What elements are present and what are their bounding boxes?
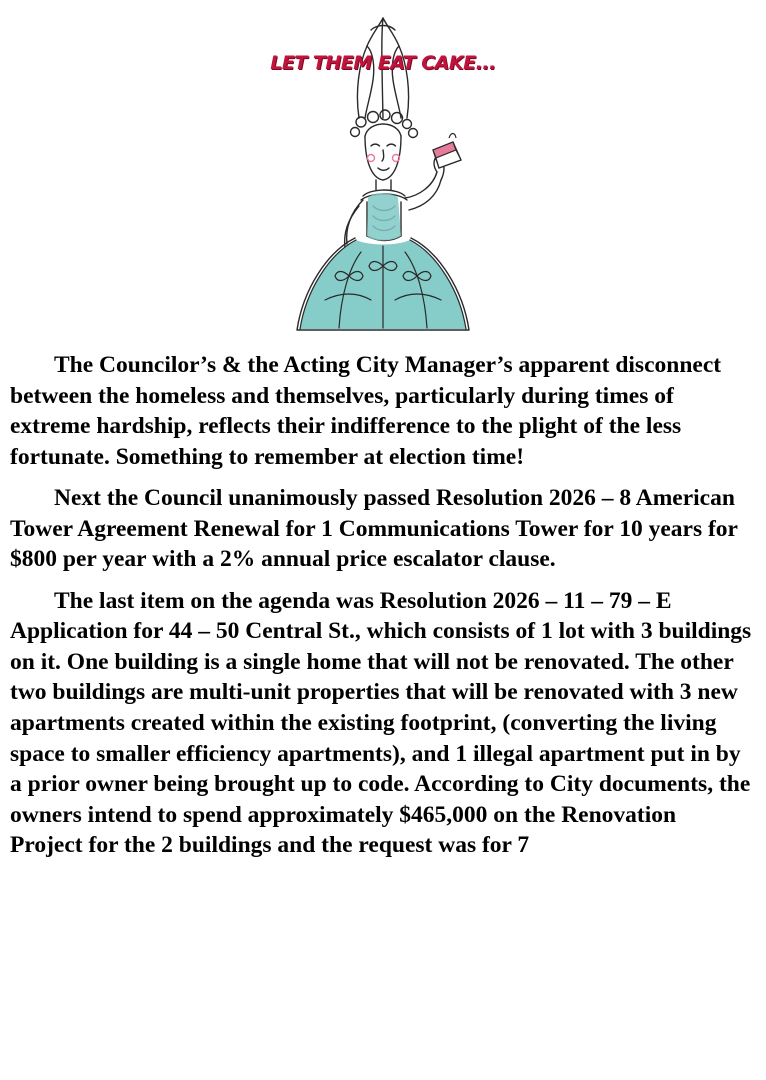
- paragraph-3: The last item on the agenda was Resolution 2026 – 11 – 79 – E Application for 44 – 50 Central St., which consists of 1 lot with 3 buildings on it. One building is a single home that will not be renovated. The other two buildings are multi-unit properties that will be renovated with 3 new apartments created within the existing footprint, (converting the living space to smaller efficiency apartments), and 1 illegal apartment put in by a prior owner being brought up to code. According to City documents, the owners intend to spend approximately $465,000 on the Renovation Project for the 2 buildings and the request was for 7: [10, 587, 752, 859]
- illustration-container: [0, 0, 766, 340]
- paragraph-2: Next the Council unanimously passed Resolution 2026 – 8 American Tower Agreement Renewal for 1 Communications Tower for 10 years for $800 per year with a 2% annual price escalator clause.: [10, 485, 738, 573]
- marie-antoinette-cake-illustration: [263, 0, 503, 340]
- article-body: [0, 340, 766, 861]
- paragraph-1: The Councilor’s & the Acting City Manager’s apparent disconnect between the homeless and themselves, particularly during times of extreme hardship, reflects their indifference to the plight of the less fortunate. Something to remember at election time!: [10, 352, 722, 470]
- illustration-banner-text: LET THEM EAT CAKE...: [270, 52, 496, 74]
- illustration-svg: [263, 0, 503, 340]
